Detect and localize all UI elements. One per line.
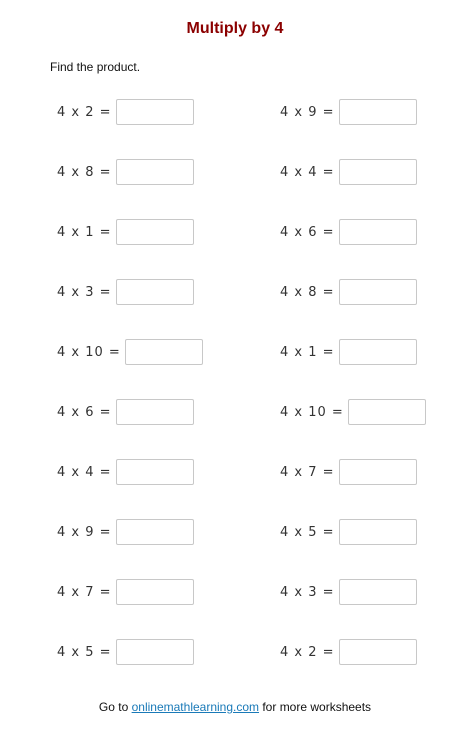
problem-expression: 4 x 4 = (57, 464, 112, 480)
answer-input[interactable] (116, 639, 194, 665)
problem-expression: 4 x 6 = (57, 404, 112, 420)
problem-expression: 4 x 10 = (57, 344, 121, 360)
problem-row (280, 637, 426, 667)
problem-expression: 4 x 9 = (280, 104, 335, 120)
answer-input[interactable] (339, 99, 417, 125)
problem-row (280, 157, 426, 187)
website-link[interactable]: onlinemathlearning.com (131, 700, 260, 714)
answer-input[interactable] (339, 579, 417, 605)
answer-input[interactable] (339, 339, 417, 365)
problem-row (57, 577, 203, 607)
problem-expression: 4 x 1 = (280, 344, 335, 360)
problem-row (57, 157, 203, 187)
problem-expression: 4 x 3 = (280, 584, 335, 600)
footer-prefix: Go to (98, 700, 132, 714)
problem-row (57, 457, 203, 487)
problem-row (57, 337, 203, 367)
problem-expression: 4 x 6 = (280, 224, 335, 240)
answer-input[interactable] (116, 519, 194, 545)
problem-row (280, 517, 426, 547)
answer-input[interactable] (116, 279, 194, 305)
answer-input[interactable] (339, 219, 417, 245)
answer-input[interactable] (348, 399, 426, 425)
answer-input[interactable] (116, 399, 194, 425)
answer-input[interactable] (116, 159, 194, 185)
problem-expression: 4 x 8 = (280, 284, 335, 300)
problem-row (280, 457, 426, 487)
problem-expression: 4 x 9 = (57, 524, 112, 540)
problem-expression: 4 x 5 = (57, 644, 112, 660)
answer-input[interactable] (339, 639, 417, 665)
problem-row (57, 217, 203, 247)
answer-input[interactable] (339, 519, 417, 545)
problem-row (57, 637, 203, 667)
problem-row (57, 97, 203, 127)
worksheet-title: Multiply by 4 (186, 20, 284, 37)
problem-expression: 4 x 1 = (57, 224, 112, 240)
problem-expression: 4 x 3 = (57, 284, 112, 300)
footer (0, 700, 470, 714)
answer-input[interactable] (116, 99, 194, 125)
problem-row (280, 217, 426, 247)
answer-input[interactable] (339, 159, 417, 185)
problem-row (280, 97, 426, 127)
problem-expression: 4 x 5 = (280, 524, 335, 540)
answer-input[interactable] (339, 459, 417, 485)
right-column (280, 97, 426, 697)
problem-expression: 4 x 7 = (280, 464, 335, 480)
problem-row (280, 577, 426, 607)
answer-input[interactable] (116, 459, 194, 485)
problem-row (57, 397, 203, 427)
problem-row (57, 277, 203, 307)
problem-row (280, 397, 426, 427)
instructions: Find the product. (50, 60, 141, 74)
problem-row (280, 277, 426, 307)
problem-row (280, 337, 426, 367)
problem-expression: 4 x 7 = (57, 584, 112, 600)
problem-expression: 4 x 10 = (280, 404, 344, 420)
footer-suffix: for more worksheets (259, 700, 372, 714)
answer-input[interactable] (116, 579, 194, 605)
problem-expression: 4 x 8 = (57, 164, 112, 180)
left-column (57, 97, 203, 697)
answer-input[interactable] (125, 339, 203, 365)
problem-expression: 4 x 2 = (57, 104, 112, 120)
answer-input[interactable] (339, 279, 417, 305)
problem-expression: 4 x 2 = (280, 644, 335, 660)
problem-row (57, 517, 203, 547)
answer-input[interactable] (116, 219, 194, 245)
problem-expression: 4 x 4 = (280, 164, 335, 180)
